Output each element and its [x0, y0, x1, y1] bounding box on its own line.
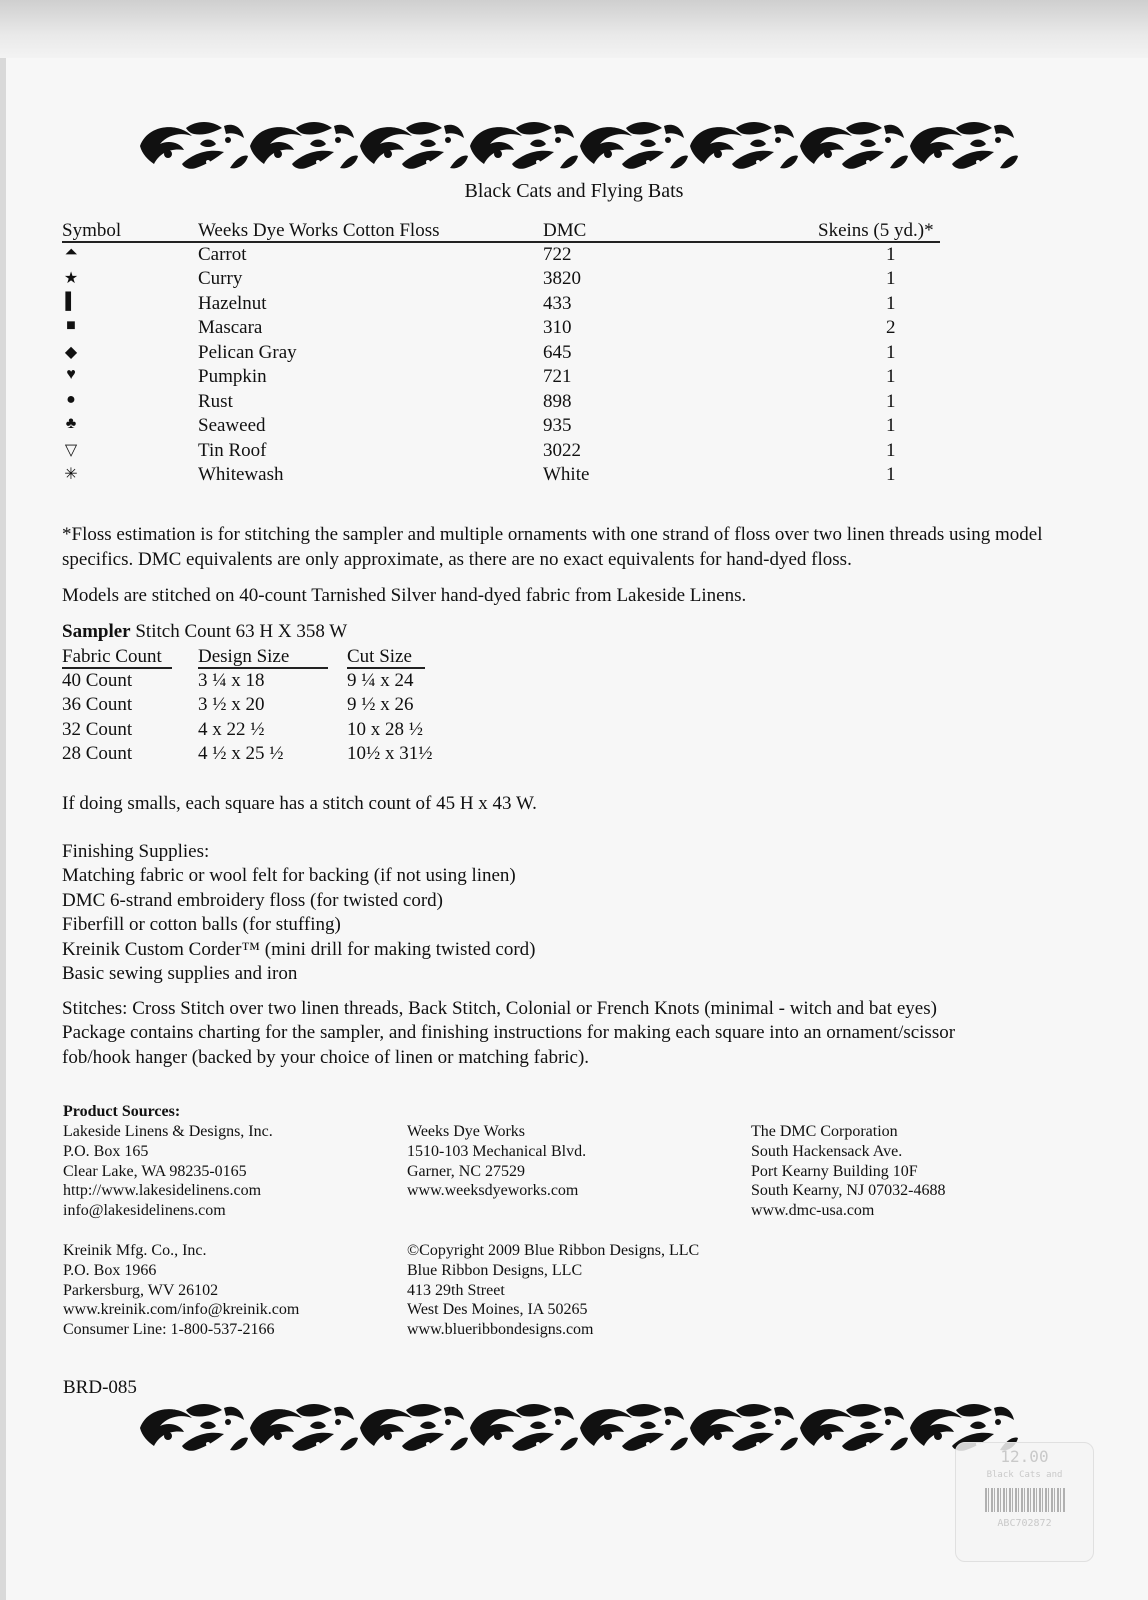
fabric-count: 28 Count [62, 743, 133, 764]
page-title: Black Cats and Flying Bats [464, 180, 684, 202]
stitches-line: fob/hook hanger (backed by your choice of linen or matching fabric). [62, 1046, 590, 1068]
dmc-number: 310 [543, 317, 572, 338]
floss-row [0, 244, 1148, 269]
sticker-description: Black Cats and [986, 1470, 1063, 1480]
fabric-count: 36 Count [62, 694, 133, 715]
address-line: South Hackensack Ave. [751, 1142, 903, 1160]
symbol-column-header: Symbol [62, 220, 122, 241]
skeins-count: 1 [886, 342, 896, 363]
floss-estimation-note: *Floss estimation is for stitching the sampler and multiple ornaments with one strand of floss over two linen threads using model specifics. DMC equivalents are only approximate, as there are no exact equivalents for hand-dyed floss. [62, 524, 1043, 570]
leaf-vine-border-bottom [138, 1400, 1020, 1456]
design-size: 3 ½ x 20 [198, 694, 265, 715]
smalls-note: If doing smalls, each square has a stitch count of 45 H x 43 W. [62, 793, 537, 814]
copyright-line: ©Copyright 2009 Blue Ribbon Designs, LLC [407, 1242, 700, 1259]
skeins-column-header: Skeins (5 yd.)* [818, 220, 934, 241]
floss-name: Pelican Gray [198, 342, 297, 363]
floss-name: Hazelnut [198, 293, 267, 314]
dmc-number: 898 [543, 391, 572, 412]
stitches-info [62, 997, 1112, 1070]
design-size: 4 x 22 ½ [198, 719, 265, 740]
skeins-count: 1 [886, 268, 896, 289]
address-line: info@lakesidelinens.com [63, 1202, 226, 1220]
skeins-count: 1 [886, 440, 896, 461]
lakeside-address [63, 1122, 273, 1221]
dmc-number: 433 [543, 293, 572, 314]
barcode-icon [985, 1488, 1065, 1512]
address-line: www.dmc-usa.com [751, 1202, 875, 1220]
floss-name: Rust [198, 391, 233, 412]
finishing-item: Kreinik Custom Corder™ (mini drill for making twisted cord) [62, 938, 536, 960]
circle-icon: ● [66, 391, 76, 408]
fabric-count: 40 Count [62, 670, 133, 691]
address-line: Clear Lake, WA 98235-0165 [63, 1162, 247, 1180]
design-header-rule [198, 667, 328, 669]
finishing-title: Finishing Supplies: [62, 841, 210, 862]
stitch-count: Stitch Count 63 H X 358 W [135, 621, 348, 642]
sampler-label: Sampler [62, 621, 131, 642]
floss-column-header: Weeks Dye Works Cotton Floss [198, 220, 440, 241]
price-sticker [955, 1442, 1094, 1562]
floss-name: Curry [198, 268, 243, 289]
address-line: West Des Moines, IA 50265 [407, 1301, 588, 1319]
heart-icon: ♥ [66, 366, 76, 383]
floss-name: Pumpkin [198, 366, 267, 387]
cut-header-rule [347, 667, 425, 669]
dmc-number: 935 [543, 415, 572, 436]
floss-row [0, 464, 1148, 489]
cut-size: 9 ¼ x 24 [347, 670, 414, 691]
address-line: 413 29th Street [407, 1281, 505, 1299]
sticker-code: ABC702872 [997, 1518, 1052, 1529]
price: 12.00 [1000, 1447, 1049, 1466]
floss-row [0, 366, 1148, 391]
floss-name: Seaweed [198, 415, 266, 436]
cut-size: 9 ½ x 26 [347, 694, 414, 715]
finishing-item: DMC 6-strand embroidery floss (for twisted cord) [62, 889, 443, 911]
square-icon: ■ [66, 317, 76, 334]
dmc-number: 3022 [543, 440, 581, 461]
finishing-item: Matching fabric or wool felt for backing (if not using linen) [62, 865, 516, 887]
address-line: www.blueribbondesigns.com [407, 1321, 594, 1339]
weeks-address [407, 1122, 586, 1201]
address-line: P.O. Box 165 [63, 1142, 149, 1160]
address-line: P.O. Box 1966 [63, 1261, 157, 1279]
address-line: The DMC Corporation [751, 1123, 898, 1140]
stitches-line: Stitches: Cross Stitch over two linen threads, Back Stitch, Colonial or French Knots (minimal - witch and bat eyes) [62, 998, 937, 1019]
dmc-number: White [543, 464, 590, 485]
floss-name: Mascara [198, 317, 263, 338]
address-line: 1510-103 Mechanical Blvd. [407, 1142, 587, 1160]
dmc-number: 3820 [543, 268, 581, 289]
finishing-item: Basic sewing supplies and iron [62, 963, 298, 985]
product-sources-title: Product Sources: [63, 1103, 181, 1120]
dmc-address [751, 1122, 946, 1221]
floss-name: Carrot [198, 244, 247, 265]
address-line: Consumer Line: 1-800-537-2166 [63, 1321, 275, 1339]
skeins-count: 1 [886, 464, 896, 485]
design-size-header: Design Size [198, 646, 290, 667]
floss-row [0, 268, 1148, 293]
floss-row [0, 440, 1148, 465]
star-icon: ★ [63, 270, 79, 287]
shield-outline-icon: ▽ [64, 442, 78, 459]
product-code: BRD-085 [63, 1377, 137, 1398]
address-line: South Kearny, NJ 07032-4688 [751, 1182, 946, 1200]
club-icon: ♣ [65, 415, 77, 432]
asterisk-icon: ✳ [64, 466, 78, 483]
address-line: Weeks Dye Works [407, 1123, 525, 1140]
floss-row [0, 415, 1148, 440]
models-note: Models are stitched on 40-count Tarnished Silver hand-dyed fabric from Lakeside Linens. [62, 585, 747, 606]
skeins-count: 2 [886, 317, 896, 338]
design-size: 4 ½ x 25 ½ [198, 743, 284, 764]
cut-size-header: Cut Size [347, 646, 412, 667]
design-size: 3 ¼ x 18 [198, 670, 265, 691]
floss-name: Tin Roof [198, 440, 267, 461]
finishing-supplies [62, 840, 1112, 986]
address-line: Garner, NC 27529 [407, 1162, 525, 1180]
sampler-stitch-count [62, 621, 347, 643]
skeins-count: 1 [886, 244, 896, 265]
dmc-number: 722 [543, 244, 572, 265]
dmc-number: 645 [543, 342, 572, 363]
address-line: Parkersburg, WV 26102 [63, 1281, 219, 1299]
floss-name: Whitewash [198, 464, 284, 485]
vertical-bar-icon: ▌ [65, 293, 77, 310]
plastic-sleeve-edge [0, 0, 1148, 58]
skeins-count: 1 [886, 415, 896, 436]
cut-size: 10½ x 31½ [347, 743, 433, 764]
address-line: Blue Ribbon Designs, LLC [407, 1261, 583, 1279]
skeins-count: 1 [886, 391, 896, 412]
floss-row [0, 317, 1148, 342]
dmc-number: 721 [543, 366, 572, 387]
address-line: Port Kearny Building 10F [751, 1162, 918, 1180]
blue-ribbon-address [407, 1241, 699, 1340]
fabric-header-rule [62, 667, 172, 669]
skeins-count: 1 [886, 366, 896, 387]
leaf-vine-border-top [138, 118, 1020, 174]
kreinik-address [63, 1241, 299, 1340]
triangle-up-icon: ⏶ [64, 244, 78, 261]
address-line: http://www.lakesidelinens.com [63, 1182, 262, 1200]
address-line: Lakeside Linens & Designs, Inc. [63, 1123, 273, 1140]
diamond-icon: ◆ [64, 344, 78, 361]
cut-size: 10 x 28 ½ [347, 719, 423, 740]
floss-header-rule [62, 241, 940, 243]
fabric-count: 32 Count [62, 719, 133, 740]
fabric-count-header: Fabric Count [62, 646, 162, 667]
floss-row [0, 342, 1148, 367]
dmc-column-header: DMC [543, 220, 587, 241]
skeins-count: 1 [886, 293, 896, 314]
finishing-item: Fiberfill or cotton balls (for stuffing) [62, 914, 341, 936]
floss-row [0, 391, 1148, 416]
stitches-line: Package contains charting for the sampler, and finishing instructions for making each square into an ornament/scissor [62, 1022, 956, 1044]
address-line: www.kreinik.com/info@kreinik.com [63, 1301, 300, 1319]
floss-row [0, 293, 1148, 318]
address-line: Kreinik Mfg. Co., Inc. [63, 1242, 207, 1259]
address-line: www.weeksdyeworks.com [407, 1182, 579, 1200]
